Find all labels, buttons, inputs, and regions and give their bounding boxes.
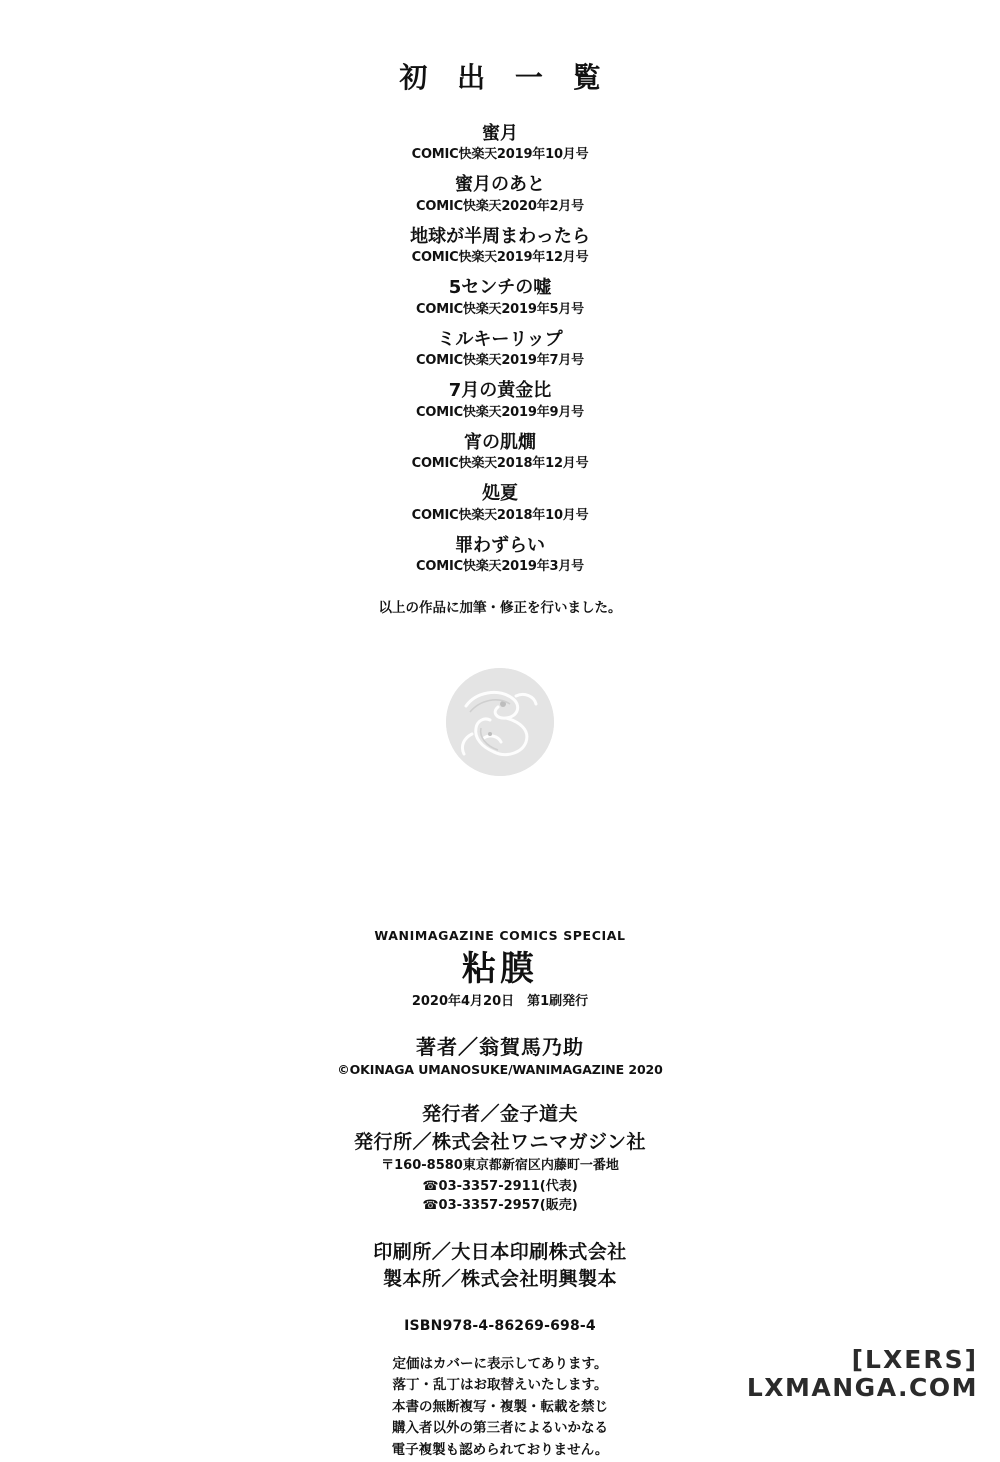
list-item: [0, 534, 1000, 576]
watermark-domain: LXMANGA.COM: [746, 1373, 978, 1403]
series-label: WANIMAGAZINE COMICS SPECIAL: [374, 928, 626, 943]
printer-line: 印刷所／大日本印刷株式会社: [373, 1240, 627, 1263]
binder-line: 製本所／株式会社明興製本: [382, 1268, 617, 1291]
work-title: 蜜月のあと: [455, 174, 545, 196]
list-item: [0, 328, 1000, 370]
list-item: [0, 122, 1000, 164]
work-title: 地球が半周まわったら: [410, 225, 590, 247]
work-title: 宵の肌燗: [464, 431, 536, 453]
site-watermark: [747, 1346, 978, 1404]
first-publication-heading: 初 出 一 覧: [399, 61, 611, 94]
wanimagazine-dragon-emblem-icon: [446, 668, 554, 776]
legal-line: 電子複製も認められておりません。: [391, 1442, 609, 1459]
work-source: COMIC快楽天2018年12月号: [411, 456, 589, 472]
work-title: 蜜月: [482, 123, 518, 144]
author-line: 著者／翁賀馬乃助: [416, 1035, 584, 1060]
list-item: [0, 431, 1000, 473]
legal-line: 定価はカバーに表示してあります。: [392, 1355, 608, 1372]
list-item: [0, 173, 1000, 215]
list-item: [0, 225, 1000, 267]
work-source: COMIC快楽天2019年3月号: [416, 559, 584, 575]
publisher-tel-main: ☎03-3357-2911(代表): [422, 1178, 578, 1194]
revision-note: 以上の作品に加筆・修正を行いました。: [378, 600, 622, 617]
work-source: COMIC快楽天2019年12月号: [411, 250, 589, 266]
work-source: COMIC快楽天2019年10月号: [411, 147, 589, 163]
book-title: 粘膜: [462, 949, 538, 989]
work-title: 7月の黄金比: [448, 380, 552, 402]
work-title: 5センチの嘘: [448, 277, 552, 299]
isbn-line: ISBN978-4-86269-698-4: [404, 1317, 596, 1334]
publication-date: 2020年4月20日 第1刷発行: [411, 994, 589, 1010]
work-title: 罪わずらい: [455, 534, 545, 556]
work-title: ミルキーリップ: [437, 328, 563, 350]
legal-line: 購入者以外の第三者によるいかなる: [392, 1420, 608, 1437]
work-source: COMIC快楽天2020年2月号: [416, 198, 584, 214]
publisher-address: 〒160-8580東京都新宿区内藤町一番地: [381, 1158, 619, 1174]
first-publication-section: [0, 56, 1000, 616]
legal-line: 落丁・乱丁はお取替えいたします。: [392, 1377, 608, 1394]
work-title: 処夏: [482, 483, 518, 505]
publisher-tel-sales: ☎03-3357-2957(販売): [422, 1198, 578, 1214]
work-source: COMIC快楽天2019年9月号: [416, 404, 584, 420]
watermark-tag: [LXERS]: [851, 1344, 978, 1374]
copyright-line: ©OKINAGA UMANOSUKE/WANIMAGAZINE 2020: [337, 1062, 663, 1078]
work-source: COMIC快楽天2019年5月号: [416, 301, 584, 317]
emblem-container: [0, 668, 1000, 776]
work-source: COMIC快楽天2018年10月号: [411, 507, 589, 523]
list-item: [0, 276, 1000, 318]
list-item: [0, 379, 1000, 421]
work-source: COMIC快楽天2019年7月号: [416, 353, 584, 369]
legal-line: 本書の無断複写・複製・転載を禁じ: [392, 1398, 608, 1415]
publisher-company: 発行所／株式会社ワニマガジン社: [353, 1130, 647, 1153]
list-item: [0, 482, 1000, 524]
publisher-person: 発行者／金子道夫: [421, 1103, 578, 1126]
